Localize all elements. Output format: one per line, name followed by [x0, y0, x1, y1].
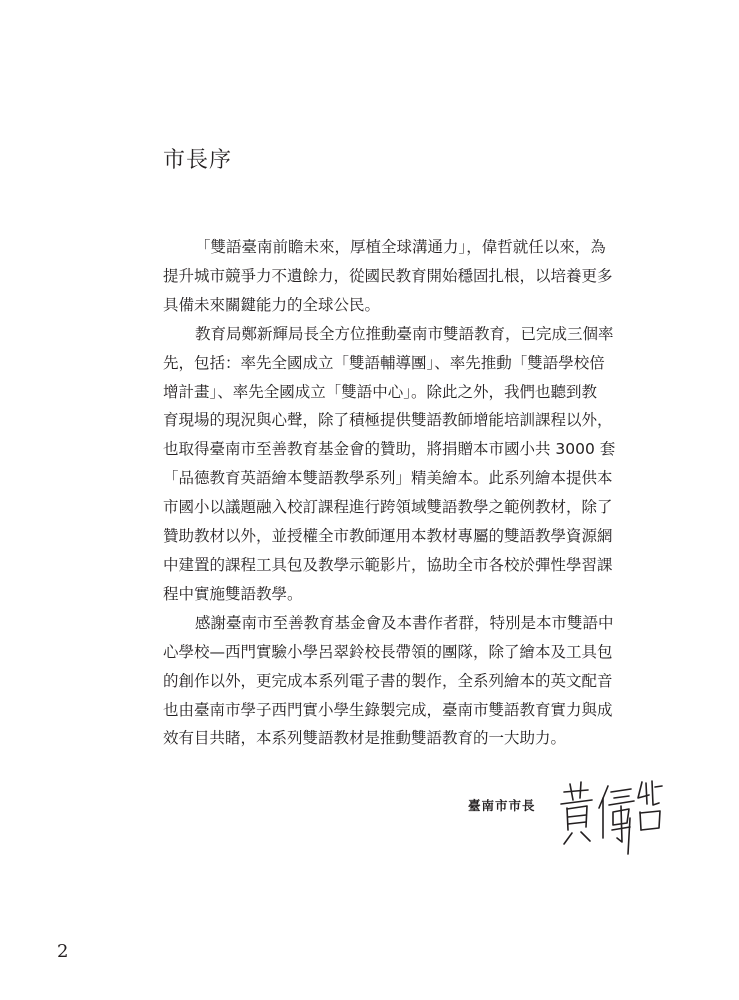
text-line: 也取得臺南市至善教育基金會的贊助，將捐贈本市國小共 3000 套	[163, 440, 616, 459]
paragraph-2	[163, 320, 616, 609]
page-title: 市長序	[163, 148, 233, 173]
text-line: 先，包括：率先全國成立「雙語輔導團」、率先推動「雙語學校倍	[163, 353, 605, 372]
text-line: 感謝臺南市至善教育基金會及本書作者群，特別是本市雙語中	[195, 613, 614, 632]
text-line: 也由臺南市學子西門實小學生錄製完成，臺南市雙語教育實力與成	[163, 700, 613, 719]
text-line: 程中實施雙語教學。	[163, 584, 303, 603]
signature-label: 臺南市市長	[468, 798, 536, 813]
paragraph-3	[163, 609, 614, 754]
text-line: 贊助教材以外，並授權全市教師運用本教材專屬的雙語教學資源網	[163, 527, 613, 546]
text-line: 提升城市競爭力不遺餘力，從國民教育開始穩固扎根，以培養更多	[163, 266, 613, 285]
preface-body	[163, 233, 616, 753]
paragraph-1	[163, 233, 613, 320]
text-line: 市國小以議題融入校訂課程進行跨領域雙語教學之範例教材，除了	[163, 498, 613, 517]
text-line: 教育局鄭新輝局長全方位推動臺南市雙語教育，已完成三個率	[195, 324, 614, 343]
text-line: 「品德教育英語繪本雙語教學系列」精美繪本。此系列繪本提供本	[163, 469, 613, 488]
text-line: 效有目共睹，本系列雙語教材是推動雙語教育的一大助力。	[163, 729, 567, 748]
text-line: 「雙語臺南前瞻未來，厚植全球溝通力」，偉哲就任以來，為	[195, 238, 606, 256]
text-line: 中建置的課程工具包及教學示範影片，協助全市各校於彈性學習課	[163, 555, 613, 574]
text-line: 心學校—西門實驗小學呂翠鈴校長帶領的團隊，除了繪本及工具包	[163, 642, 613, 661]
text-line: 具備未來關鍵能力的全球公民。	[163, 295, 381, 314]
text-line: 增計畫」、率先全國成立「雙語中心」。除此之外，我們也聽到教	[163, 382, 598, 401]
text-line: 的創作以外，更完成本系列電子書的製作，全系列繪本的英文配音	[163, 671, 613, 690]
handwritten-signature	[556, 778, 666, 856]
text-line: 育現場的現況與心聲，除了積極提供雙語教師增能培訓課程以外，	[163, 411, 613, 430]
page-number: 2	[57, 941, 69, 962]
signature-block	[468, 778, 668, 858]
